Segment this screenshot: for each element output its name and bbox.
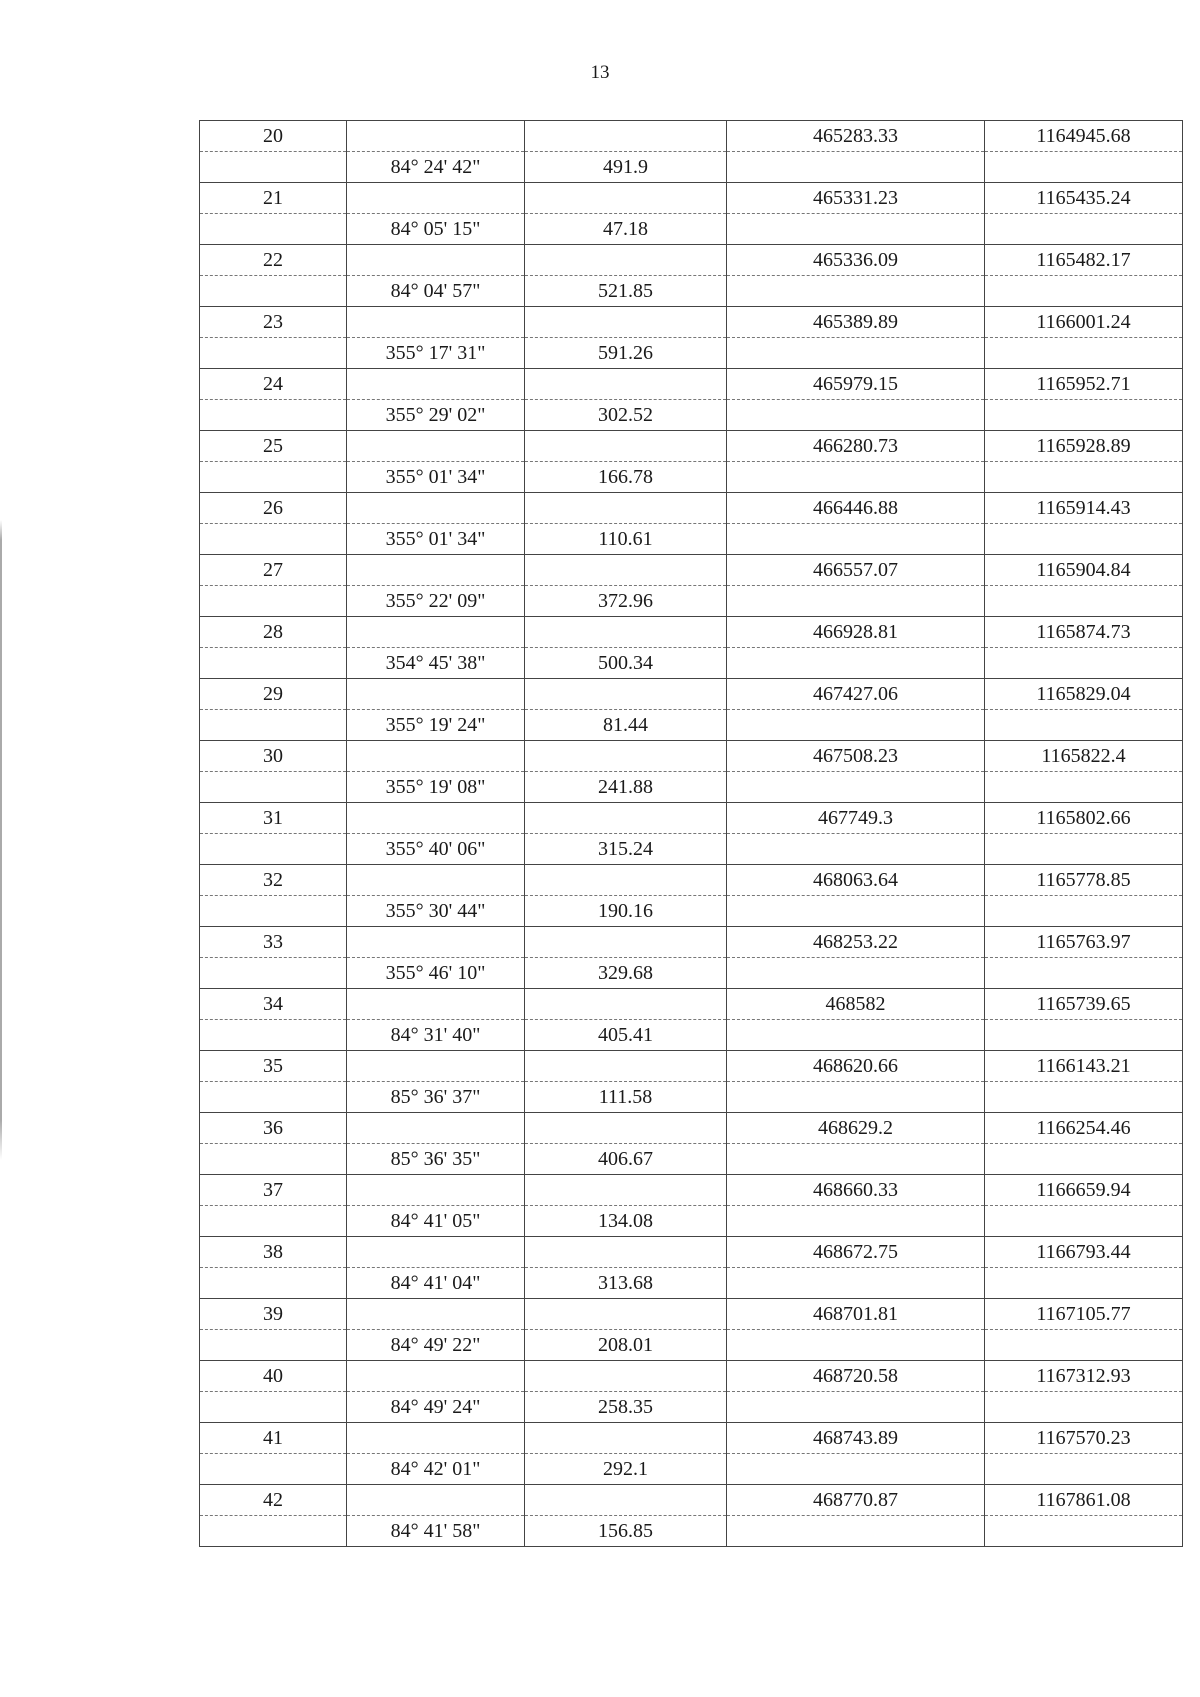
point-number: 37 <box>200 1175 347 1206</box>
empty-cell <box>985 152 1183 183</box>
empty-cell <box>727 462 985 493</box>
easting-value: 1165829.04 <box>985 679 1183 710</box>
empty-cell <box>727 834 985 865</box>
point-number: 33 <box>200 927 347 958</box>
empty-cell <box>525 121 727 152</box>
easting-value: 1165435.24 <box>985 183 1183 214</box>
distance-value: 405.41 <box>525 1020 727 1051</box>
segment-row <box>200 772 1183 803</box>
easting-value: 1167312.93 <box>985 1361 1183 1392</box>
northing-value: 468743.89 <box>727 1423 985 1454</box>
segment-row <box>200 400 1183 431</box>
empty-cell <box>525 927 727 958</box>
empty-cell <box>347 183 525 214</box>
empty-cell <box>347 1175 525 1206</box>
empty-cell <box>985 1020 1183 1051</box>
point-row <box>200 555 1183 586</box>
segment-row <box>200 586 1183 617</box>
bearing-value: 84° 41' 05" <box>347 1206 525 1237</box>
northing-value: 467508.23 <box>727 741 985 772</box>
easting-value: 1167570.23 <box>985 1423 1183 1454</box>
distance-value: 156.85 <box>525 1516 727 1547</box>
northing-value: 468582 <box>727 989 985 1020</box>
point-row <box>200 1051 1183 1082</box>
easting-value: 1165822.4 <box>985 741 1183 772</box>
point-number: 28 <box>200 617 347 648</box>
empty-cell <box>200 1082 347 1113</box>
distance-value: 258.35 <box>525 1392 727 1423</box>
bearing-value: 355° 22' 09" <box>347 586 525 617</box>
empty-cell <box>200 1454 347 1485</box>
empty-cell <box>200 152 347 183</box>
segment-row <box>200 152 1183 183</box>
point-row <box>200 1113 1183 1144</box>
segment-row <box>200 1516 1183 1547</box>
easting-value: 1165739.65 <box>985 989 1183 1020</box>
point-row <box>200 803 1183 834</box>
distance-value: 500.34 <box>525 648 727 679</box>
northing-value: 465331.23 <box>727 183 985 214</box>
bearing-value: 84° 49' 22" <box>347 1330 525 1361</box>
distance-value: 372.96 <box>525 586 727 617</box>
empty-cell <box>727 1082 985 1113</box>
segment-row <box>200 1144 1183 1175</box>
easting-value: 1165952.71 <box>985 369 1183 400</box>
distance-value: 111.58 <box>525 1082 727 1113</box>
segment-row <box>200 1330 1183 1361</box>
northing-value: 467427.06 <box>727 679 985 710</box>
point-number: 20 <box>200 121 347 152</box>
empty-cell <box>347 865 525 896</box>
segment-row <box>200 338 1183 369</box>
point-number: 29 <box>200 679 347 710</box>
empty-cell <box>525 617 727 648</box>
distance-value: 521.85 <box>525 276 727 307</box>
point-row <box>200 1485 1183 1516</box>
distance-value: 110.61 <box>525 524 727 555</box>
empty-cell <box>985 648 1183 679</box>
point-row <box>200 865 1183 896</box>
bearing-value: 84° 41' 04" <box>347 1268 525 1299</box>
easting-value: 1166793.44 <box>985 1237 1183 1268</box>
empty-cell <box>985 1454 1183 1485</box>
segment-row <box>200 648 1183 679</box>
empty-cell <box>727 772 985 803</box>
empty-cell <box>347 121 525 152</box>
distance-value: 491.9 <box>525 152 727 183</box>
bearing-value: 355° 46' 10" <box>347 958 525 989</box>
point-number: 35 <box>200 1051 347 1082</box>
empty-cell <box>525 679 727 710</box>
empty-cell <box>525 493 727 524</box>
empty-cell <box>347 245 525 276</box>
empty-cell <box>200 586 347 617</box>
empty-cell <box>347 493 525 524</box>
segment-row <box>200 1268 1183 1299</box>
empty-cell <box>985 1268 1183 1299</box>
distance-value: 47.18 <box>525 214 727 245</box>
bearing-value: 84° 04' 57" <box>347 276 525 307</box>
northing-value: 465283.33 <box>727 121 985 152</box>
empty-cell <box>200 1268 347 1299</box>
empty-cell <box>525 307 727 338</box>
empty-cell <box>347 679 525 710</box>
empty-cell <box>347 617 525 648</box>
easting-value: 1165778.85 <box>985 865 1183 896</box>
point-row <box>200 617 1183 648</box>
point-number: 23 <box>200 307 347 338</box>
empty-cell <box>200 1144 347 1175</box>
bearing-value: 355° 01' 34" <box>347 524 525 555</box>
empty-cell <box>525 1237 727 1268</box>
empty-cell <box>985 276 1183 307</box>
empty-cell <box>985 214 1183 245</box>
distance-value: 406.67 <box>525 1144 727 1175</box>
bearing-value: 84° 24' 42" <box>347 152 525 183</box>
empty-cell <box>525 555 727 586</box>
segment-row <box>200 958 1183 989</box>
empty-cell <box>525 245 727 276</box>
point-row <box>200 121 1183 152</box>
bearing-value: 85° 36' 37" <box>347 1082 525 1113</box>
point-row <box>200 1237 1183 1268</box>
empty-cell <box>200 214 347 245</box>
segment-row <box>200 214 1183 245</box>
point-number: 26 <box>200 493 347 524</box>
distance-value: 134.08 <box>525 1206 727 1237</box>
coordinates-table-body <box>200 121 1183 1547</box>
segment-row <box>200 1206 1183 1237</box>
empty-cell <box>985 1330 1183 1361</box>
point-row <box>200 1361 1183 1392</box>
point-number: 36 <box>200 1113 347 1144</box>
point-number: 39 <box>200 1299 347 1330</box>
empty-cell <box>347 431 525 462</box>
empty-cell <box>200 958 347 989</box>
segment-row <box>200 896 1183 927</box>
empty-cell <box>985 710 1183 741</box>
distance-value: 81.44 <box>525 710 727 741</box>
easting-value: 1164945.68 <box>985 121 1183 152</box>
empty-cell <box>347 1361 525 1392</box>
segment-row <box>200 1392 1183 1423</box>
point-number: 21 <box>200 183 347 214</box>
empty-cell <box>985 462 1183 493</box>
easting-value: 1165914.43 <box>985 493 1183 524</box>
easting-value: 1165802.66 <box>985 803 1183 834</box>
point-number: 41 <box>200 1423 347 1454</box>
northing-value: 468660.33 <box>727 1175 985 1206</box>
distance-value: 241.88 <box>525 772 727 803</box>
empty-cell <box>985 834 1183 865</box>
empty-cell <box>985 1082 1183 1113</box>
easting-value: 1165904.84 <box>985 555 1183 586</box>
point-row <box>200 1423 1183 1454</box>
northing-value: 468629.2 <box>727 1113 985 1144</box>
empty-cell <box>985 524 1183 555</box>
point-row <box>200 1175 1183 1206</box>
bearing-value: 355° 17' 31" <box>347 338 525 369</box>
empty-cell <box>985 1144 1183 1175</box>
point-row <box>200 1299 1183 1330</box>
northing-value: 468620.66 <box>727 1051 985 1082</box>
bearing-value: 84° 42' 01" <box>347 1454 525 1485</box>
empty-cell <box>525 369 727 400</box>
easting-value: 1166001.24 <box>985 307 1183 338</box>
northing-value: 465979.15 <box>727 369 985 400</box>
point-number: 32 <box>200 865 347 896</box>
empty-cell <box>200 772 347 803</box>
empty-cell <box>347 989 525 1020</box>
empty-cell <box>727 648 985 679</box>
empty-cell <box>200 1392 347 1423</box>
distance-value: 166.78 <box>525 462 727 493</box>
empty-cell <box>525 803 727 834</box>
segment-row <box>200 834 1183 865</box>
empty-cell <box>200 1020 347 1051</box>
easting-value: 1165763.97 <box>985 927 1183 958</box>
empty-cell <box>985 958 1183 989</box>
northing-value: 465389.89 <box>727 307 985 338</box>
empty-cell <box>525 1299 727 1330</box>
point-number: 40 <box>200 1361 347 1392</box>
northing-value: 468701.81 <box>727 1299 985 1330</box>
distance-value: 313.68 <box>525 1268 727 1299</box>
empty-cell <box>727 1020 985 1051</box>
segment-row <box>200 462 1183 493</box>
bearing-value: 355° 29' 02" <box>347 400 525 431</box>
point-row <box>200 183 1183 214</box>
northing-value: 466446.88 <box>727 493 985 524</box>
easting-value: 1167861.08 <box>985 1485 1183 1516</box>
point-number: 27 <box>200 555 347 586</box>
northing-value: 468770.87 <box>727 1485 985 1516</box>
empty-cell <box>200 1206 347 1237</box>
empty-cell <box>727 1392 985 1423</box>
empty-cell <box>985 338 1183 369</box>
distance-value: 315.24 <box>525 834 727 865</box>
empty-cell <box>347 369 525 400</box>
empty-cell <box>347 307 525 338</box>
empty-cell <box>200 524 347 555</box>
bearing-value: 84° 05' 15" <box>347 214 525 245</box>
northing-value: 466928.81 <box>727 617 985 648</box>
empty-cell <box>985 772 1183 803</box>
bearing-value: 355° 01' 34" <box>347 462 525 493</box>
page-number: 13 <box>590 62 610 83</box>
northing-value: 468720.58 <box>727 1361 985 1392</box>
segment-row <box>200 524 1183 555</box>
point-row <box>200 927 1183 958</box>
easting-value: 1166143.21 <box>985 1051 1183 1082</box>
northing-value: 468063.64 <box>727 865 985 896</box>
point-number: 30 <box>200 741 347 772</box>
empty-cell <box>200 896 347 927</box>
empty-cell <box>525 183 727 214</box>
point-row <box>200 493 1183 524</box>
empty-cell <box>200 338 347 369</box>
distance-value: 190.16 <box>525 896 727 927</box>
northing-value: 466557.07 <box>727 555 985 586</box>
northing-value: 465336.09 <box>727 245 985 276</box>
segment-row <box>200 1082 1183 1113</box>
bearing-value: 355° 30' 44" <box>347 896 525 927</box>
empty-cell <box>200 1516 347 1547</box>
distance-value: 329.68 <box>525 958 727 989</box>
empty-cell <box>727 276 985 307</box>
empty-cell <box>525 1485 727 1516</box>
empty-cell <box>727 152 985 183</box>
empty-cell <box>727 214 985 245</box>
distance-value: 302.52 <box>525 400 727 431</box>
bearing-value: 85° 36' 35" <box>347 1144 525 1175</box>
point-row <box>200 679 1183 710</box>
empty-cell <box>347 803 525 834</box>
empty-cell <box>727 710 985 741</box>
empty-cell <box>727 896 985 927</box>
point-row <box>200 245 1183 276</box>
bearing-value: 354° 45' 38" <box>347 648 525 679</box>
empty-cell <box>347 1423 525 1454</box>
empty-cell <box>525 431 727 462</box>
empty-cell <box>347 927 525 958</box>
empty-cell <box>727 524 985 555</box>
northing-value: 467749.3 <box>727 803 985 834</box>
empty-cell <box>727 958 985 989</box>
bearing-value: 355° 19' 24" <box>347 710 525 741</box>
point-row <box>200 307 1183 338</box>
easting-value: 1165874.73 <box>985 617 1183 648</box>
empty-cell <box>347 1051 525 1082</box>
point-number: 42 <box>200 1485 347 1516</box>
point-number: 22 <box>200 245 347 276</box>
point-row <box>200 369 1183 400</box>
bearing-value: 355° 19' 08" <box>347 772 525 803</box>
empty-cell <box>200 462 347 493</box>
empty-cell <box>727 1206 985 1237</box>
empty-cell <box>200 648 347 679</box>
empty-cell <box>525 1113 727 1144</box>
segment-row <box>200 1454 1183 1485</box>
empty-cell <box>347 1485 525 1516</box>
empty-cell <box>525 1175 727 1206</box>
empty-cell <box>347 1237 525 1268</box>
empty-cell <box>727 1454 985 1485</box>
empty-cell <box>525 865 727 896</box>
easting-value: 1166254.46 <box>985 1113 1183 1144</box>
bearing-value: 84° 49' 24" <box>347 1392 525 1423</box>
empty-cell <box>347 555 525 586</box>
easting-value: 1167105.77 <box>985 1299 1183 1330</box>
empty-cell <box>985 1392 1183 1423</box>
segment-row <box>200 710 1183 741</box>
empty-cell <box>985 586 1183 617</box>
bearing-value: 84° 31' 40" <box>347 1020 525 1051</box>
point-number: 25 <box>200 431 347 462</box>
empty-cell <box>200 834 347 865</box>
empty-cell <box>200 1330 347 1361</box>
empty-cell <box>525 1051 727 1082</box>
point-number: 31 <box>200 803 347 834</box>
empty-cell <box>200 400 347 431</box>
northing-value: 468672.75 <box>727 1237 985 1268</box>
point-number: 34 <box>200 989 347 1020</box>
empty-cell <box>727 1144 985 1175</box>
empty-cell <box>200 276 347 307</box>
distance-value: 208.01 <box>525 1330 727 1361</box>
point-row <box>200 741 1183 772</box>
empty-cell <box>985 1206 1183 1237</box>
easting-value: 1165482.17 <box>985 245 1183 276</box>
scan-edge-shadow <box>0 0 2 1697</box>
empty-cell <box>727 1268 985 1299</box>
empty-cell <box>525 741 727 772</box>
empty-cell <box>200 710 347 741</box>
empty-cell <box>727 586 985 617</box>
point-number: 24 <box>200 369 347 400</box>
empty-cell <box>525 989 727 1020</box>
empty-cell <box>525 1361 727 1392</box>
empty-cell <box>985 1516 1183 1547</box>
coordinates-table <box>199 120 1183 1547</box>
distance-value: 591.26 <box>525 338 727 369</box>
segment-row <box>200 276 1183 307</box>
easting-value: 1166659.94 <box>985 1175 1183 1206</box>
empty-cell <box>985 400 1183 431</box>
point-row <box>200 989 1183 1020</box>
point-row <box>200 431 1183 462</box>
empty-cell <box>525 1423 727 1454</box>
point-number: 38 <box>200 1237 347 1268</box>
bearing-value: 355° 40' 06" <box>347 834 525 865</box>
empty-cell <box>347 1299 525 1330</box>
bearing-value: 84° 41' 58" <box>347 1516 525 1547</box>
distance-value: 292.1 <box>525 1454 727 1485</box>
empty-cell <box>727 1516 985 1547</box>
northing-value: 466280.73 <box>727 431 985 462</box>
easting-value: 1165928.89 <box>985 431 1183 462</box>
empty-cell <box>347 1113 525 1144</box>
empty-cell <box>727 338 985 369</box>
empty-cell <box>347 741 525 772</box>
empty-cell <box>727 400 985 431</box>
empty-cell <box>985 896 1183 927</box>
empty-cell <box>727 1330 985 1361</box>
northing-value: 468253.22 <box>727 927 985 958</box>
segment-row <box>200 1020 1183 1051</box>
